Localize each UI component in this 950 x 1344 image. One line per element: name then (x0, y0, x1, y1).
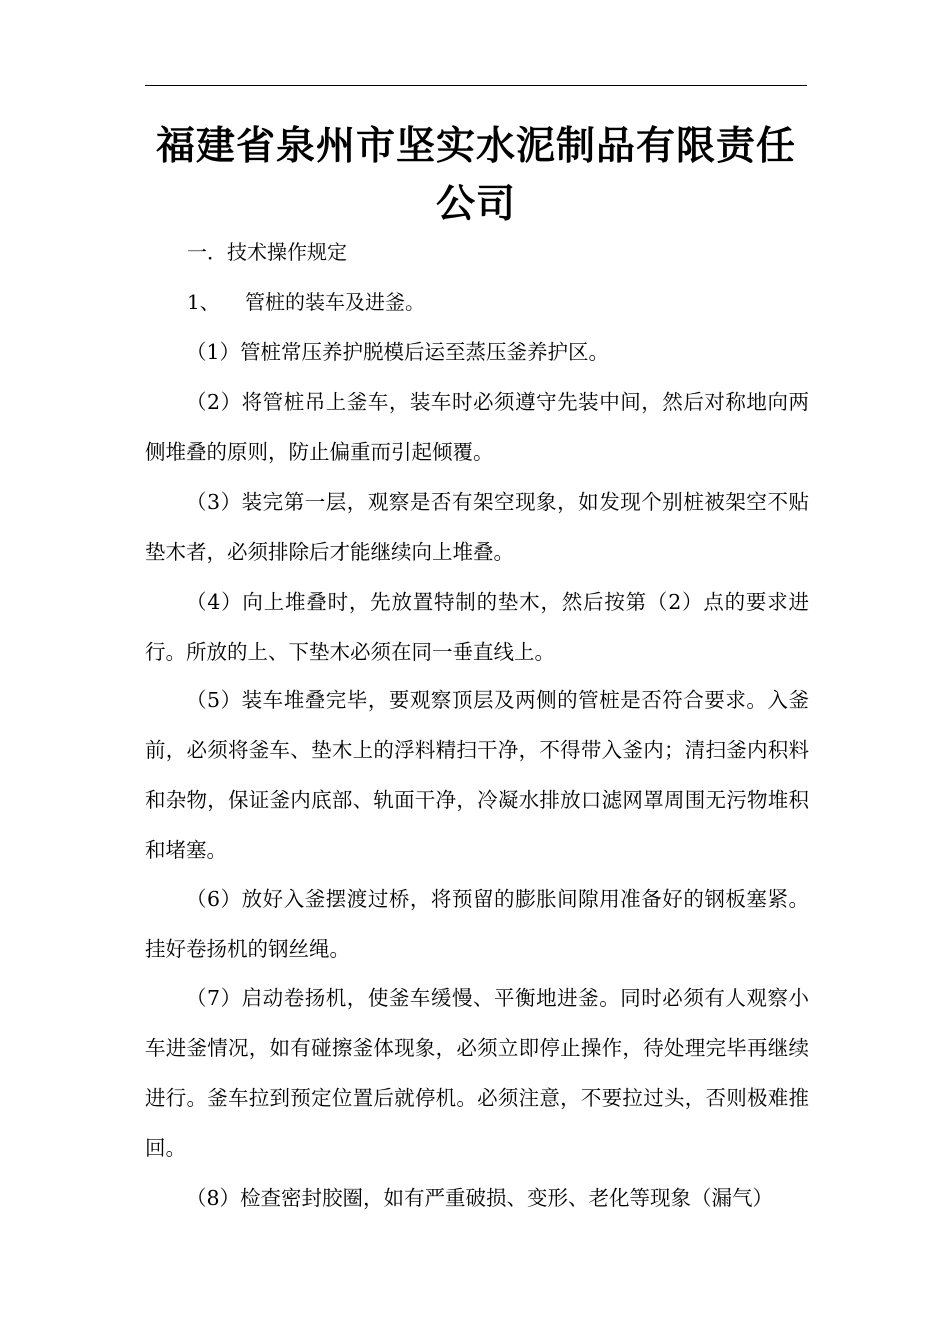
document-title: 福建省泉州市坚实水泥制品有限责任公司 (155, 124, 796, 227)
paragraph-2: （2）将管桩吊上釜车，装车时必须遵守先装中间，然后对称地向两侧堆叠的原则，防止偏重而引起倾覆。 (145, 390, 809, 464)
paragraph-3: （3）装完第一层，观察是否有架空现象，如发现个别桩被架空不贴垫木者，必须排除后才能继续向上堆叠。 (145, 490, 809, 564)
paragraph-7: （7）启动卷扬机，使釜车缓慢、平衡地进釜。同时必须有人观察小车进釜情况，如有碰擦釜体现象，必须立即停止操作，待处理完毕再继续进行。釜车拉到预定位置后就停机。必须注意，不要拉过头，否则极难推回。 (145, 986, 809, 1160)
paragraph-5: （5）装车堆叠完毕，要观察顶层及两侧的管桩是否符合要求。入釜前，必须将釜车、垫木上的浮料精扫干净，不得带入釜内；清扫釜内积料和杂物，保证釜内底部、轨面干净，冷凝水排放口滤网罩周围无污物堆积和堵塞。 (145, 688, 809, 862)
paragraph-8: （8）检查密封胶圈，如有严重破损、变形、老化等现象（漏气） (186, 1186, 774, 1210)
item-heading-text: 管桩的装车及进釜。 (245, 290, 425, 314)
item-heading (187, 288, 425, 316)
section-heading: 一．技术操作规定 (187, 240, 347, 264)
paragraph-4: （4）向上堆叠时，先放置特制的垫木，然后按第（2）点的要求进行。所放的上、下垫木必须在同一垂直线上。 (145, 590, 809, 664)
paragraph-6: （6）放好入釜摆渡过桥，将预留的膨胀间隙用准备好的钢板塞紧。挂好卷扬机的钢丝绳。 (145, 887, 809, 961)
item-number: 1、 (187, 290, 220, 314)
paragraph-1: （1）管桩常压养护脱模后运至蒸压釜养护区。 (186, 340, 610, 364)
header-rule (145, 85, 807, 86)
